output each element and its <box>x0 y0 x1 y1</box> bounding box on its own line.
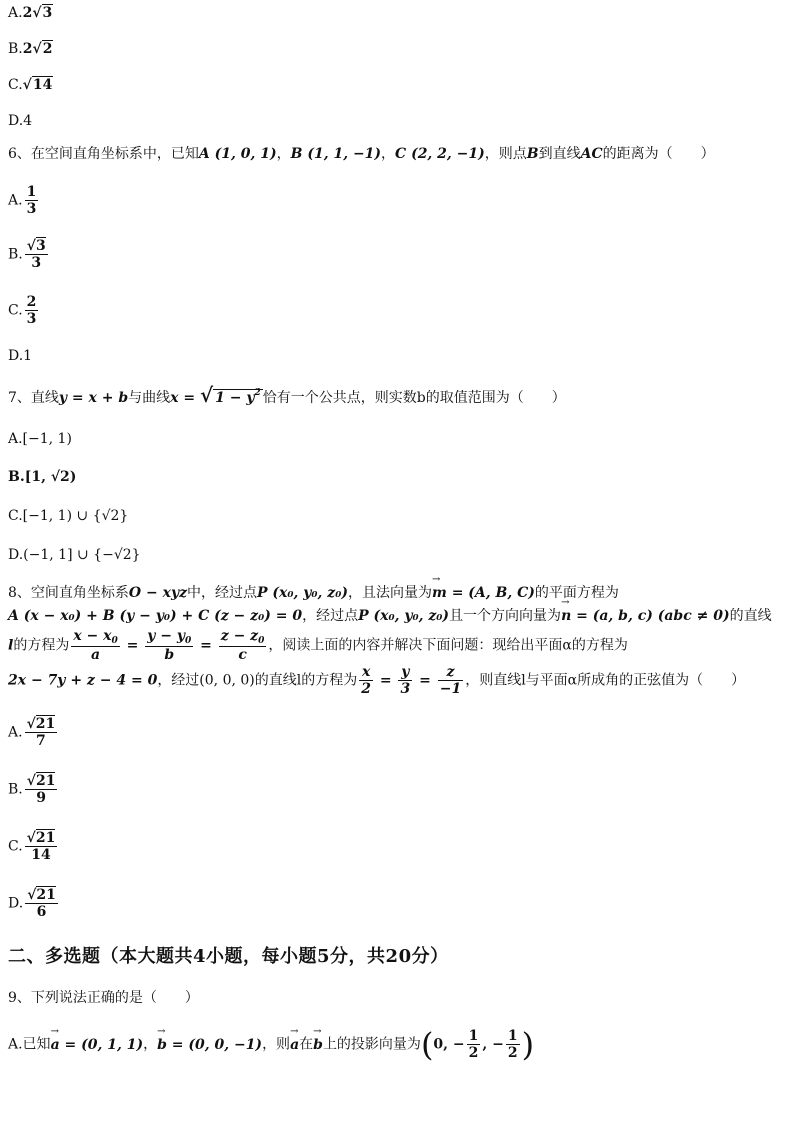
q6-option-c[interactable] <box>8 294 40 327</box>
option-label: D.1 <box>8 348 33 364</box>
line-equation: y = x + b <box>58 390 129 406</box>
option-label: B. <box>8 246 23 263</box>
q7-option-a[interactable]: A.[−1, 1) <box>8 431 72 447</box>
q7-option-d[interactable]: D.(−1, 1] ∪ {−√2} <box>8 547 141 563</box>
option-label: B. <box>8 41 23 57</box>
curve-equation: x = <box>170 390 200 406</box>
q6-option-d[interactable] <box>8 349 32 363</box>
option-label: C. <box>8 302 23 319</box>
q5-option-a[interactable] <box>8 6 53 20</box>
q5-option-b[interactable] <box>8 42 53 56</box>
option-label: A. <box>8 192 23 209</box>
fraction: $\frac{√3}{3}$ <box>26 238 46 272</box>
option-label: C. <box>8 838 23 855</box>
section-title: 二、多选题（本大题共4小题，每小题5分，共20分） <box>8 946 449 967</box>
vector-a: → a = (0, 1, 1) <box>51 1038 144 1052</box>
q8-option-d[interactable]: D. $\frac{√21}{6}$ <box>8 887 56 921</box>
fraction: $\frac{1}{3}$ <box>26 184 37 218</box>
fraction: $\frac{2}{3}$ <box>26 294 37 328</box>
q7-option-c[interactable]: C.[−1, 1) ∪ {√2} <box>8 508 129 524</box>
option-value: 2√3 <box>22 5 53 21</box>
q8-option-a[interactable]: A. $\frac{√21}{7}$ <box>8 716 56 750</box>
vector-n: → n = (a, b, c) (abc ≠ 0) <box>561 609 730 623</box>
q8-stem-line1: 8、空间直角坐标系O − xyz中，经过点P (x₀, y₀, z₀)，且法向量为→ m = (A, B, C)的平面方程为 <box>8 586 619 600</box>
q8-stem-line4: 2x − 7y + z − 4 = 0，经过(0, 0, 0)的直线l的方程为 $\frac{x}{2}$ = $\frac{y}{3}$ = $\frac{z}{-1}$ ，则直线l与平面α所成角的正弦值为（ ） <box>8 664 746 698</box>
q8-option-b[interactable]: B. $\frac{√21}{9}$ <box>8 773 56 807</box>
option-label: A. <box>8 5 23 21</box>
option-label: D. <box>8 895 24 912</box>
q9-option-a[interactable]: A.已知→ a = (0, 1, 1)，→ b = (0, 0, −1)，则→ a在→ b上的投影向量为(0, − $\frac{1}{2}$ , − $\frac{1}{2}$ ) <box>8 1028 534 1061</box>
q5-option-d[interactable] <box>8 114 32 128</box>
option-value: √14 <box>22 77 53 93</box>
q7-stem: 7、直线y = x + b与曲线x = √ $1 - y^2$ 恰有一个公共点，则实数b的取值范围为（ ） <box>8 383 566 407</box>
q9-stem: 9、下列说法正确的是（ ） <box>8 990 199 1006</box>
option-label: C. <box>8 77 23 93</box>
q6-stem: 6、在空间直角坐标系中，已知A (1, 0, 1)，B (1, 1, −1)，C (2, 2, −1)，则点B到直线AC的距离为（ ） <box>8 146 715 162</box>
q5-option-c[interactable] <box>8 78 53 92</box>
q8-option-c[interactable]: C. $\frac{√21}{14}$ <box>8 830 56 864</box>
option-value: 2√2 <box>22 41 53 57</box>
q6-option-b[interactable] <box>8 238 50 271</box>
point-a: A (1, 0, 1) <box>198 146 277 162</box>
option-label: D.4 <box>8 113 33 129</box>
q8-stem-line3: l的方程为 $\frac{x - x_0}{a}$ = $\frac{y - y_0}{b}$ = $\frac{z - z_0}{c}$ ，阅读上面的内容并解决下面问题：现给出平面α的方程为 <box>8 628 628 664</box>
q6-option-a[interactable] <box>8 184 40 217</box>
vector-b: → b = (0, 0, −1) <box>157 1038 262 1052</box>
q7-option-b[interactable]: B.[1, √2) <box>8 469 77 485</box>
q8-stem-line2: A (x − x₀) + B (y − y₀) + C (z − z₀) = 0，经过点P (x₀, y₀, z₀)且一个方向向量为→ n = (a, b, c) (abc ≠ 0)的直线 <box>8 609 772 623</box>
option-label: B. <box>8 781 23 798</box>
point-c: C (2, 2, −1) <box>395 146 485 162</box>
point-b: B (1, 1, −1) <box>290 146 382 162</box>
vector-m: → m = (A, B, C) <box>432 586 535 600</box>
option-label: A. <box>8 724 23 741</box>
